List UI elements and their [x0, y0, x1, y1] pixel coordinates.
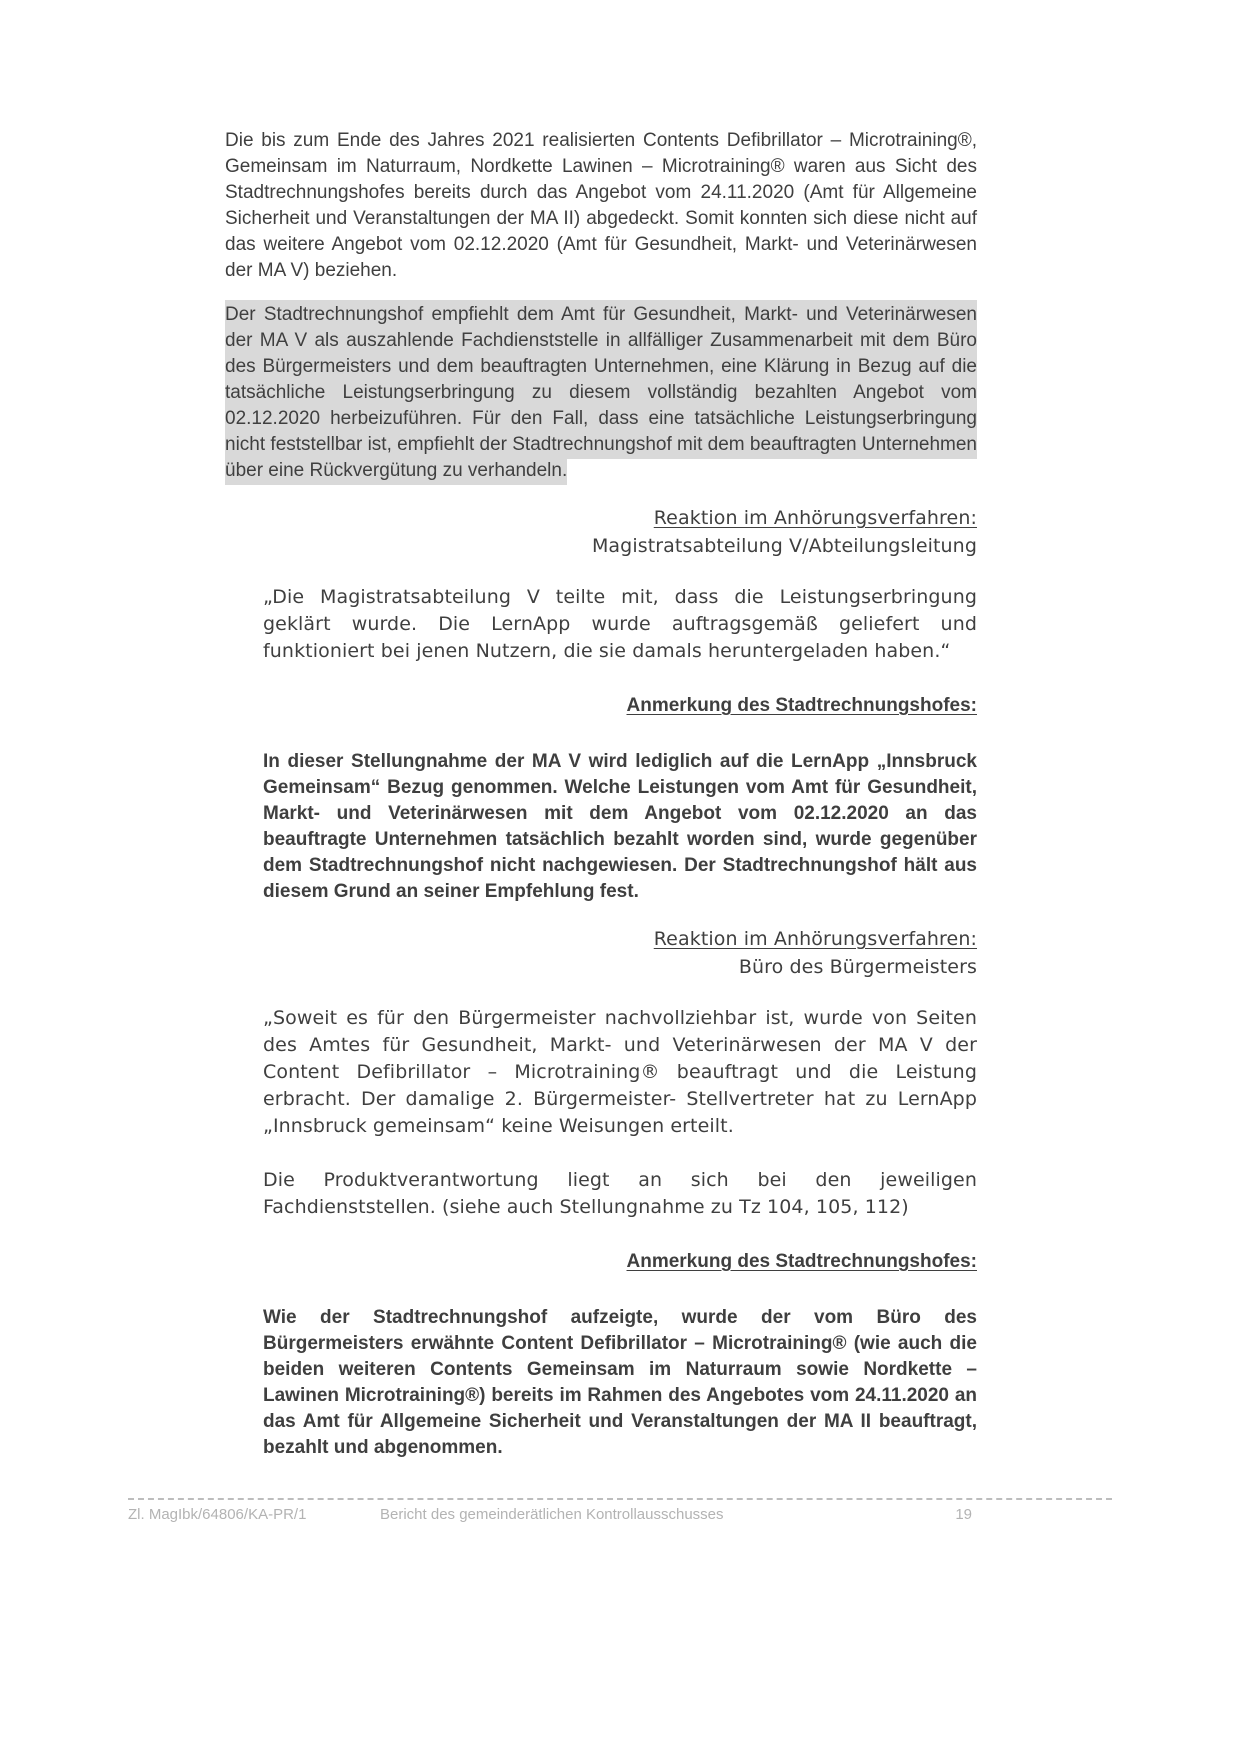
quote-paragraph-2a: „Soweit es für den Bürgermeister nachvollziehbar ist, wurde von Seiten des Amtes für Gesundheit, Markt- und Veterinärwesen der MA V der Content Defibrillator – Microtraining® beauftragt und die Leistung erbracht. Der damalige 2. Bürgermeister- Stellvertreter hat zu LernApp „Innsbruck gemeinsam“ keine Weisungen erteilt.	[263, 1007, 977, 1137]
intro-paragraph: Die bis zum Ende des Jahres 2021 realisierten Contents Defibrillator – Microtraining®, Gemeinsam im Naturraum, Nordkette Lawinen – Microtraining® waren aus Sicht des Stadtrechnungshofes bereits durch das Angebot vom 24.11.2020 (Amt für Allgemeine Sicherheit und Veranstaltungen der MA II) abgedeckt. Somit konnten sich diese nicht auf das weitere Angebot vom 02.12.2020 (Amt für Gesundheit, Markt- und Veterinärwesen der MA V) beziehen.	[225, 130, 977, 281]
reaction-heading-2: Reaktion im Anhörungsverfahren:	[653, 928, 977, 950]
remark-paragraph-1: In dieser Stellungnahme der MA V wird lediglich auf die LernApp „Innsbruck Gemeinsam“ Bezug genommen. Welche Leistungen vom Amt für Gesundheit, Markt- und Veterinärwesen mit dem Angebot vom 02.12.2020 an das beauftragte Unternehmen tatsächlich bezahlt worden sind, wurde gegenüber dem Stadtrechnungshof nicht nachgewiesen. Der Stadtrechnungshof hält aus diesem Grund an seiner Empfehlung fest.	[263, 751, 977, 902]
remark-paragraph-2: Wie der Stadtrechnungshof aufzeigte, wurde der vom Büro des Bürgermeisters erwähnte Content Defibrillator – Microtraining® (wie auch die beiden weiteren Contents Gemeinsam im Naturraum sowie Nordkette – Lawinen Microtraining®) bereits im Rahmen des Angebotes vom 24.11.2020 an das Amt für Allgemeine Sicherheit und Veranstaltungen der MA II beauftragt, bezahlt und abgenommen.	[263, 1307, 977, 1458]
reaction-subheading-1: Magistratsabteilung V/Abteilungsleitung	[591, 535, 977, 557]
footer-document-title: Bericht des gemeinderätlichen Kontrollausschusses	[380, 1506, 724, 1523]
reaction-heading-block-2	[225, 925, 977, 981]
page-footer	[128, 1498, 1112, 1525]
reaction-heading-block-1	[225, 504, 977, 560]
reaction-subheading-2: Büro des Bürgermeisters	[738, 956, 977, 978]
recommendation-paragraph	[225, 302, 977, 484]
footer-page-number: 19	[955, 1506, 972, 1523]
quote-paragraph-2b: Die Produktverantwortung liegt an sich bei den jeweiligen Fachdienststellen. (siehe auch Stellungnahme zu Tz 104, 105, 112)	[263, 1169, 977, 1218]
remark-heading-block-2	[225, 1249, 977, 1275]
footer-row	[128, 1505, 972, 1525]
remark-heading-2: Anmerkung des Stadtrechnungshofes:	[626, 1251, 977, 1272]
recommendation-highlight: Der Stadtrechnungshof empfiehlt dem Amt für Gesundheit, Markt- und Veterinärwesen der MA V als auszahlende Fachdienststelle in allfälliger Zusammenarbeit mit dem Büro des Bürgermeisters und dem beauftragten Unternehmen, eine Klärung in Bezug auf die tatsächliche Leistungserbringung zu diesem vollständig bezahlten Angebot vom 02.12.2020 herbeizuführen. Für den Fall, dass eine tatsächliche Leistungserbringung nicht feststellbar ist, empfiehlt der Stadtrechnungshof mit dem beauftragten Unternehmen über eine Rückvergütung zu verhandeln.	[225, 300, 977, 485]
reaction-heading-1: Reaktion im Anhörungsverfahren:	[653, 507, 977, 529]
footer-divider	[128, 1498, 1112, 1500]
remark-heading-1: Anmerkung des Stadtrechnungshofes:	[626, 695, 977, 716]
footer-reference: Zl. MagIbk/64806/KA-PR/1	[128, 1506, 307, 1523]
remark-heading-block-1	[225, 693, 977, 719]
quote-paragraph-1: „Die Magistratsabteilung V teilte mit, dass die Leistungserbringung geklärt wurde. Die LernApp wurde auftragsgemäß geliefert und funktioniert bei jenen Nutzern, die sie damals heruntergeladen haben.“	[263, 586, 977, 662]
document-content	[225, 128, 977, 1476]
